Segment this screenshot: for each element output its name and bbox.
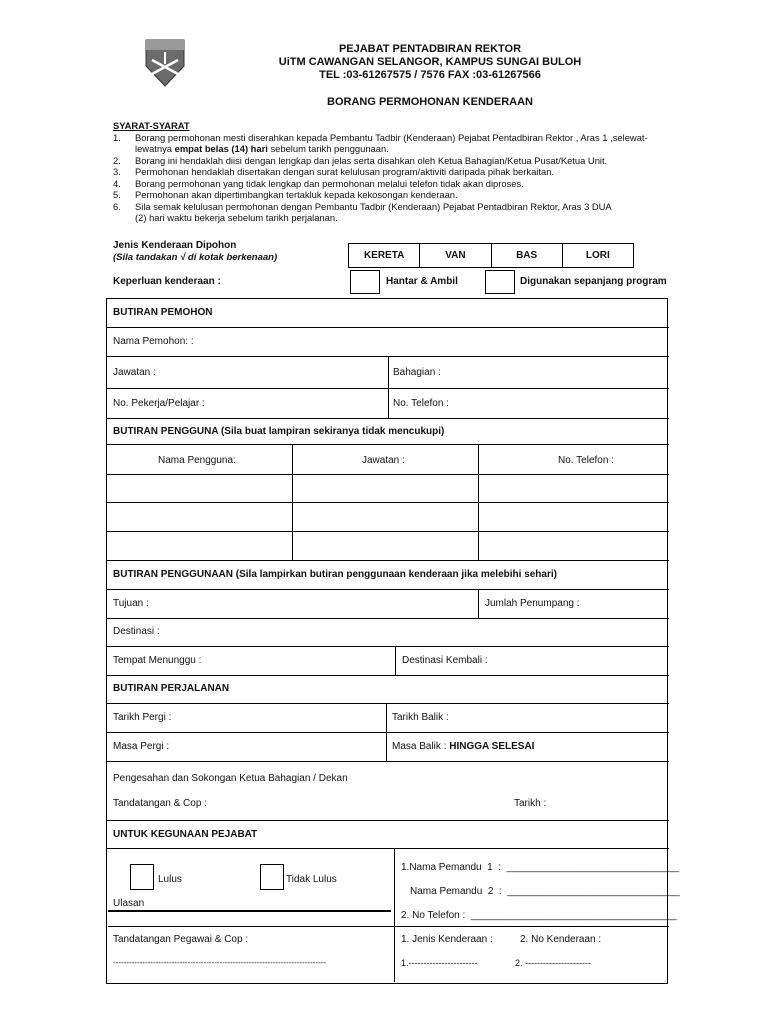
users-col-phone: No. Telefon : bbox=[558, 455, 614, 466]
office-section-title: UNTUK KEGUNAAN PEJABAT bbox=[113, 829, 258, 840]
driver-phone-field[interactable]: 2. No Telefon : _____________________________________ bbox=[401, 910, 677, 921]
vehicle-label: Jenis Kenderaan Dipohon bbox=[113, 240, 237, 251]
office-name: PEJABAT PENTADBIRAN REKTOR bbox=[338, 43, 522, 55]
applicant-name-field[interactable]: Nama Pemohon: : bbox=[113, 336, 194, 347]
remarks-divider bbox=[108, 910, 391, 912]
campus-name: UiTM CAWANGAN SELANGOR, KAMPUS SUNGAI BULOH bbox=[278, 56, 582, 68]
rule-item: 3. Permohonan hendaklah disertakan dengan surat kelulusan program/aktiviti daripada pihak berkaitan. bbox=[113, 166, 555, 177]
applicant-department-field[interactable]: Bahagian : bbox=[393, 367, 441, 378]
purpose-label: Keperluan kenderaan : bbox=[113, 276, 221, 287]
usage-return-destination-field[interactable]: Destinasi Kembali : bbox=[402, 655, 488, 666]
vehicle-no-label: 2. No Kenderaan : bbox=[520, 934, 602, 945]
approval-date-field[interactable]: Tarikh : bbox=[514, 798, 547, 809]
return-time-value: HINGGA SELESAI bbox=[449, 741, 535, 752]
vehicle-options bbox=[348, 243, 634, 268]
office-divider bbox=[108, 926, 394, 927]
purpose-hantar-checkbox[interactable] bbox=[350, 270, 380, 294]
officer-signature-label: Tandatangan Pegawai & Cop : bbox=[113, 934, 249, 945]
approval-signature-field[interactable]: Tandatangan & Cop : bbox=[113, 798, 207, 809]
rules-title: SYARAT-SYARAT bbox=[113, 120, 190, 131]
rule-item: 1. Borang permohonan mesti diserahkan kepada Pembantu Tadbir (Kenderaan) Pejabat Pentadbiran Rektor , Aras 1 ,selewat-lewatnya empat belas (14) hari sebelum tarikh penggunaan. bbox=[113, 131, 648, 154]
trip-depart-time-field[interactable]: Masa Pergi : bbox=[113, 741, 170, 752]
purpose-program-checkbox[interactable] bbox=[485, 270, 515, 294]
rule-item: 6. Sila semak kelulusan permohonan dengan Pembantu Tadbir (Kenderaan) Pejabat Pentadbiran Rektor, Aras 3 DUA (2) hari waktu bekerja sebelum tarikh perjalanan. bbox=[113, 200, 612, 223]
trip-section-title: BUTIRAN PERJALANAN bbox=[113, 683, 230, 694]
user-name-input[interactable] bbox=[108, 504, 292, 530]
purpose-program-label: Digunakan sepanjang program bbox=[520, 276, 667, 287]
vehicle-hint: (Sila tandakan √ di kotak berkenaan) bbox=[113, 252, 278, 263]
driver1-field[interactable]: 1.Nama Pemandu 1 : _______________________________ bbox=[401, 862, 680, 873]
trip-return-date-field[interactable]: Tarikh Balik : bbox=[392, 712, 449, 723]
vehicle-option-lori[interactable]: LORI bbox=[585, 250, 610, 261]
applicant-section-title: BUTIRAN PEMOHON bbox=[113, 307, 213, 318]
vehicle-option-bas[interactable]: BAS bbox=[492, 244, 563, 267]
user-name-input[interactable] bbox=[108, 533, 292, 559]
vehicle-type-line[interactable]: 1.----------------------- bbox=[401, 958, 478, 968]
usage-purpose-field[interactable]: Tujuan : bbox=[113, 598, 149, 609]
remarks-label: Ulasan bbox=[113, 898, 145, 909]
applicant-position-field[interactable]: Jawatan : bbox=[113, 367, 156, 378]
applicant-staff-no-field[interactable]: No. Pekerja/Pelajar : bbox=[113, 398, 205, 409]
not-approved-label: Tidak Lulus bbox=[286, 874, 337, 885]
trip-return-time-field[interactable]: Masa Balik : HINGGA SELESAI bbox=[392, 741, 535, 752]
vehicle-type-label: 1. Jenis Kenderaan : bbox=[401, 934, 493, 945]
form-title: BORANG PERMOHONAN KENDERAAN bbox=[327, 96, 533, 108]
usage-destination-field[interactable]: Destinasi : bbox=[113, 626, 160, 637]
usage-passengers-field[interactable]: Jumlah Penumpang : bbox=[485, 598, 580, 609]
approval-text: Pengesahan dan Sokongan Ketua Bahagian / Dekan bbox=[113, 773, 348, 784]
usage-wait-place-field[interactable]: Tempat Menunggu : bbox=[113, 655, 202, 666]
users-col-position: Jawatan : bbox=[362, 455, 405, 466]
approved-checkbox[interactable] bbox=[130, 864, 154, 890]
vehicle-no-line[interactable]: 2. ---------------------- bbox=[515, 958, 591, 968]
officer-signature-line[interactable]: -------------------------------------------------------------------------------- bbox=[113, 958, 327, 967]
not-approved-checkbox[interactable] bbox=[260, 864, 284, 890]
purpose-hantar-label: Hantar & Ambil bbox=[386, 276, 458, 287]
contact-line: TEL :03-61267575 / 7576 FAX :03-61267566 bbox=[319, 69, 541, 81]
applicant-phone-field[interactable]: No. Telefon : bbox=[393, 398, 449, 409]
rule-item: 2. Borang ini hendaklah diisi dengan lengkap dan jelas serta disahkan oleh Ketua Bahagian/Ketua Pusat/Ketua Unit. bbox=[113, 154, 608, 166]
rules-section bbox=[113, 120, 673, 224]
user-name-input[interactable] bbox=[108, 476, 292, 501]
users-section-title: BUTIRAN PENGGUNA (Sila buat lampiran sekiranya tidak mencukupi) bbox=[113, 426, 445, 437]
trip-depart-date-field[interactable]: Tarikh Pergi : bbox=[113, 712, 172, 723]
driver2-field[interactable]: Nama Pemandu 2 : _______________________________ bbox=[410, 886, 680, 897]
vehicle-option-kereta[interactable]: KERETA bbox=[349, 244, 420, 267]
vehicle-option-van[interactable]: VAN bbox=[420, 244, 491, 267]
approved-label: Lulus bbox=[158, 874, 182, 885]
usage-section-title: BUTIRAN PENGGUNAAN (Sila lampirkan butiran penggunaan kenderaan jika melebihi sehari) bbox=[113, 569, 557, 580]
users-col-name: Nama Pengguna: bbox=[158, 455, 236, 466]
uitm-logo bbox=[144, 38, 186, 88]
rule-item: 4. Borang permohonan yang tidak lengkap dan permohonan melalui telefon tidak akan diproses. bbox=[113, 177, 524, 189]
rule-item: 5. Permohonan akan dipertimbangkan tertakluk kepada kekosongan kenderaan. bbox=[113, 189, 458, 200]
